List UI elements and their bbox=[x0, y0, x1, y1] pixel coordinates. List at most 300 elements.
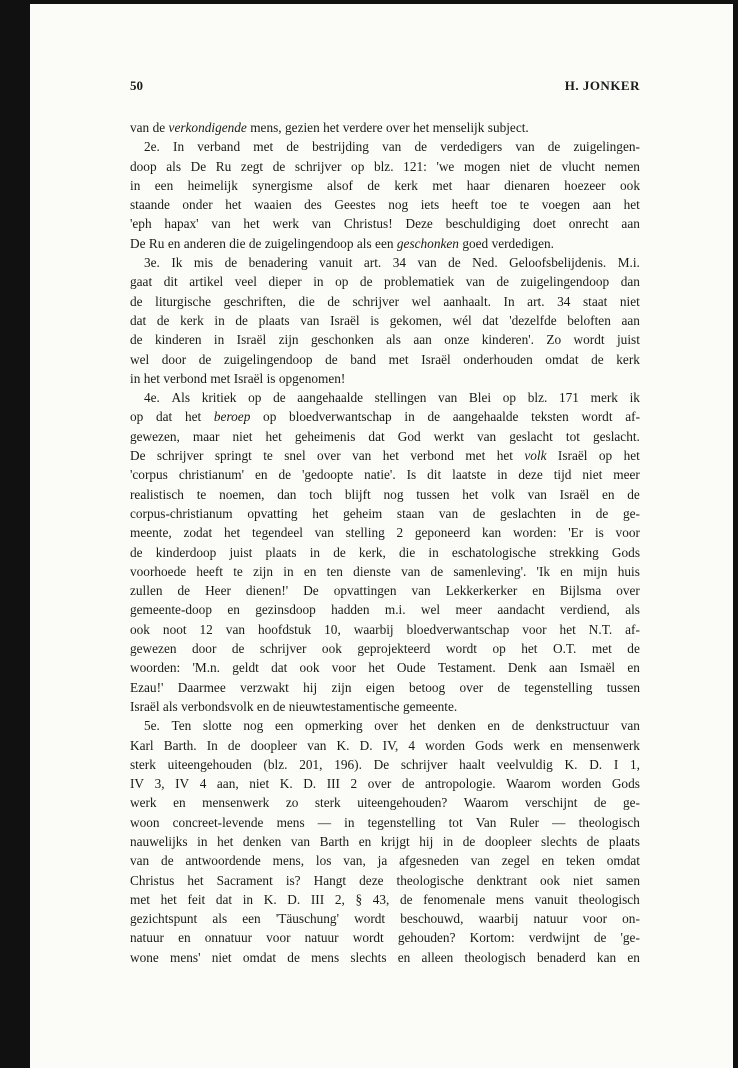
word: benaderd bbox=[536, 949, 586, 965]
word: hadden bbox=[331, 602, 370, 618]
word: worden: bbox=[512, 525, 557, 541]
word: nemen bbox=[604, 158, 640, 174]
word: volk bbox=[491, 486, 515, 502]
word: de bbox=[400, 891, 413, 907]
word: Zo bbox=[546, 332, 562, 348]
word: het bbox=[559, 621, 576, 637]
word: de bbox=[156, 312, 170, 328]
word: van bbox=[515, 139, 535, 155]
word: antwoordende bbox=[185, 853, 261, 869]
word: vanuit bbox=[319, 255, 353, 271]
word: ook bbox=[620, 177, 640, 193]
text-line bbox=[130, 736, 640, 755]
word: de bbox=[130, 332, 143, 348]
word: op bbox=[502, 390, 517, 406]
word: over bbox=[317, 448, 341, 464]
word: kritiek bbox=[201, 390, 237, 406]
word: die bbox=[229, 235, 246, 251]
word: De bbox=[130, 235, 146, 251]
word: zuigelingendoop bbox=[520, 274, 610, 290]
word: woorden: bbox=[130, 660, 181, 676]
word: is? bbox=[285, 872, 301, 888]
word: IV bbox=[130, 776, 145, 792]
word: onze bbox=[444, 332, 470, 348]
word: vanuit bbox=[534, 891, 568, 907]
word: sterk bbox=[314, 795, 341, 811]
word: de bbox=[235, 312, 248, 328]
word: Ismaël bbox=[579, 660, 616, 676]
word: Van bbox=[475, 814, 497, 830]
word: van bbox=[401, 563, 421, 579]
word: de bbox=[333, 544, 346, 560]
word: maar bbox=[192, 428, 220, 444]
word: geheim bbox=[343, 505, 383, 521]
word: doopleer bbox=[250, 737, 298, 753]
word: het bbox=[265, 428, 282, 444]
word: mogen bbox=[463, 158, 501, 174]
word: verzwakt bbox=[240, 679, 289, 695]
word: onrecht bbox=[568, 216, 609, 232]
word: geslacht. bbox=[592, 428, 640, 444]
text-line bbox=[130, 813, 640, 832]
word: verdiend, bbox=[559, 602, 610, 618]
word: een bbox=[375, 235, 394, 251]
word: betoog bbox=[408, 679, 446, 695]
word: m.i. bbox=[384, 602, 406, 618]
word: Ezau!' bbox=[130, 679, 164, 695]
word: veel bbox=[234, 274, 257, 290]
word: de bbox=[448, 255, 461, 271]
word: eigen bbox=[365, 679, 395, 695]
word: meente, bbox=[130, 525, 172, 541]
running-head: H. JONKER bbox=[564, 78, 640, 93]
word: theologische bbox=[396, 872, 464, 888]
word: dienste bbox=[353, 563, 391, 579]
word: aan bbox=[413, 332, 432, 348]
word: realistisch bbox=[130, 486, 184, 502]
text-line bbox=[130, 292, 640, 311]
word: 10, bbox=[324, 621, 341, 637]
word: verkondigende bbox=[168, 120, 247, 135]
word: voegen bbox=[541, 197, 581, 213]
word: goed bbox=[462, 235, 489, 251]
word: schrijver bbox=[400, 756, 448, 772]
word: beloften bbox=[567, 312, 611, 328]
word: 1, bbox=[630, 756, 640, 772]
word: dat bbox=[368, 428, 385, 444]
word: De bbox=[303, 583, 319, 599]
word: wel bbox=[130, 351, 150, 367]
word: omdat bbox=[545, 351, 579, 367]
word: noemen, bbox=[219, 486, 265, 502]
word: af- bbox=[625, 409, 640, 425]
word: Lekkerkerker bbox=[445, 583, 518, 599]
word: art. bbox=[363, 255, 382, 271]
word: alsof bbox=[327, 177, 353, 193]
word: Gods bbox=[475, 737, 504, 753]
word: aandacht bbox=[497, 602, 545, 618]
word: huis bbox=[617, 563, 640, 579]
word: zijn bbox=[331, 679, 352, 695]
text-line bbox=[130, 600, 640, 619]
word: in bbox=[214, 312, 225, 328]
word: heeft bbox=[451, 197, 479, 213]
word: kinderen'. bbox=[481, 332, 534, 348]
word: de bbox=[430, 563, 444, 579]
word: nog bbox=[383, 486, 404, 502]
word: de bbox=[227, 737, 241, 753]
word: Geloofsbelijdenis. bbox=[509, 255, 607, 271]
word: denken bbox=[437, 718, 476, 734]
word: zuigelingen- bbox=[573, 139, 640, 155]
word: niet bbox=[211, 949, 232, 965]
text-line bbox=[130, 620, 640, 639]
word: geldt bbox=[232, 660, 259, 676]
text-line bbox=[130, 272, 640, 291]
text-line bbox=[130, 639, 640, 658]
word: het bbox=[623, 197, 640, 213]
word: natuur bbox=[304, 930, 339, 946]
word: haar bbox=[466, 177, 490, 193]
word: het bbox=[462, 486, 479, 502]
word: gezien bbox=[285, 120, 320, 135]
word: werk bbox=[272, 216, 300, 232]
word: Israël bbox=[330, 312, 360, 328]
word: onnatuur bbox=[204, 930, 253, 946]
word: het bbox=[143, 370, 160, 386]
word: Israël bbox=[236, 332, 267, 348]
word: op bbox=[492, 641, 506, 657]
word: en bbox=[303, 563, 317, 579]
word: aan, bbox=[216, 776, 239, 792]
word: corpus-christianum bbox=[130, 505, 233, 521]
word: slotte bbox=[202, 718, 232, 734]
word: geschonken bbox=[396, 235, 459, 251]
word: ook bbox=[299, 660, 320, 676]
word: — bbox=[552, 814, 566, 830]
word: af- bbox=[625, 621, 640, 637]
word: de bbox=[462, 833, 476, 849]
word: op bbox=[248, 390, 262, 406]
word: Sacrament bbox=[216, 872, 273, 888]
word: de bbox=[496, 274, 509, 290]
word: bloedverwantschap bbox=[406, 621, 510, 637]
text-line bbox=[130, 562, 640, 581]
word: woon bbox=[130, 814, 160, 830]
word: In bbox=[503, 293, 515, 309]
word: gaat bbox=[130, 274, 153, 290]
word: de bbox=[593, 795, 607, 811]
word: van, bbox=[343, 853, 366, 869]
text-line bbox=[130, 890, 640, 909]
word: als bbox=[212, 911, 228, 927]
text-line bbox=[130, 214, 640, 233]
word: deze bbox=[359, 872, 384, 888]
word: en bbox=[601, 486, 615, 502]
word: en bbox=[560, 563, 573, 579]
text-line bbox=[130, 369, 640, 388]
word: staan bbox=[396, 505, 425, 521]
word: blijft bbox=[344, 486, 371, 502]
word: opmerking bbox=[305, 718, 363, 734]
word: de bbox=[286, 139, 299, 155]
word: waarbij bbox=[478, 911, 519, 927]
word: werk bbox=[130, 795, 157, 811]
word: het bbox=[368, 660, 385, 676]
word: geheimenis bbox=[294, 428, 356, 444]
word: dat bbox=[271, 660, 288, 676]
word: wél bbox=[452, 312, 472, 328]
word: natie'. bbox=[364, 467, 396, 483]
word: des bbox=[304, 197, 322, 213]
word: aan bbox=[548, 660, 568, 676]
word: van bbox=[130, 853, 150, 869]
word: menselijk bbox=[432, 120, 485, 135]
word: K. bbox=[564, 756, 578, 772]
word: het bbox=[312, 505, 329, 521]
word: denktrant bbox=[476, 872, 528, 888]
word: (blz. bbox=[263, 756, 288, 772]
word: voorhoede bbox=[130, 563, 187, 579]
word: verbond bbox=[410, 448, 454, 464]
word: theologisch bbox=[578, 814, 640, 830]
word: met bbox=[465, 448, 486, 464]
word: worden bbox=[561, 776, 602, 792]
word: blz. bbox=[373, 158, 394, 174]
text-line bbox=[130, 755, 640, 774]
word: Christus! bbox=[343, 216, 393, 232]
word: de bbox=[593, 930, 607, 946]
word: en bbox=[487, 718, 501, 734]
word: zijn bbox=[278, 332, 299, 348]
word: mens bbox=[495, 891, 524, 907]
word: voor bbox=[522, 621, 547, 637]
word: de bbox=[130, 293, 143, 309]
word: is bbox=[266, 370, 276, 386]
word: en bbox=[254, 467, 268, 483]
word: Daarmee bbox=[177, 679, 226, 695]
word: en bbox=[227, 602, 240, 618]
word: een bbox=[154, 177, 174, 193]
text-line bbox=[130, 928, 640, 947]
word: ook bbox=[540, 872, 560, 888]
word: zuigelingendoop bbox=[264, 235, 354, 251]
word: de bbox=[359, 274, 373, 290]
word: samenleving'. bbox=[453, 563, 527, 579]
word: een bbox=[242, 911, 261, 927]
word: dat bbox=[482, 312, 499, 328]
word: de bbox=[472, 505, 486, 521]
word: meer bbox=[455, 602, 483, 618]
word: gezinsdoop bbox=[255, 602, 316, 618]
word: K. bbox=[279, 776, 293, 792]
word: te bbox=[263, 448, 273, 464]
word: als bbox=[166, 158, 181, 174]
word: tijd bbox=[553, 467, 572, 483]
word: van bbox=[438, 390, 458, 406]
word: dan bbox=[277, 486, 297, 502]
word: tegenstelling bbox=[524, 679, 593, 695]
word: gezichtspunt bbox=[130, 911, 198, 927]
word: niet bbox=[509, 158, 530, 174]
word: merk bbox=[590, 390, 618, 406]
word: de bbox=[427, 409, 441, 425]
word: in bbox=[283, 563, 294, 579]
word: aan bbox=[621, 312, 640, 328]
text-line bbox=[130, 157, 640, 176]
word: geschriften, bbox=[223, 293, 286, 309]
word: verbondsvolk bbox=[181, 698, 254, 714]
word: beroep bbox=[213, 409, 251, 425]
word: van bbox=[130, 120, 150, 135]
word: 2, bbox=[334, 891, 345, 907]
word: de bbox=[177, 583, 191, 599]
word: mens bbox=[311, 949, 340, 965]
word: geschonken bbox=[310, 332, 374, 348]
word: Geestes bbox=[334, 197, 376, 213]
word: voor bbox=[582, 911, 608, 927]
word: bestrijding bbox=[312, 139, 369, 155]
word: toch bbox=[309, 486, 333, 502]
word: geslacht bbox=[509, 428, 553, 444]
word: artikel bbox=[189, 274, 224, 290]
text-line bbox=[130, 446, 640, 465]
word: wordt bbox=[445, 641, 477, 657]
word: kerk, bbox=[358, 544, 386, 560]
word: D. bbox=[287, 891, 301, 907]
word: en bbox=[358, 833, 372, 849]
word: in bbox=[344, 814, 355, 830]
word: mensenwerk bbox=[572, 737, 640, 753]
word: Ned. bbox=[472, 255, 498, 271]
word: zegel bbox=[501, 853, 530, 869]
page-header bbox=[130, 78, 640, 94]
word: geslachten bbox=[499, 505, 557, 521]
word: en bbox=[550, 737, 563, 753]
word: van bbox=[311, 216, 332, 232]
word: het bbox=[323, 120, 340, 135]
word: vlucht bbox=[561, 158, 595, 174]
word: ja bbox=[377, 853, 388, 869]
word: Bijlsma bbox=[559, 583, 602, 599]
word: in bbox=[428, 544, 439, 560]
word: over bbox=[367, 776, 392, 792]
text-line bbox=[130, 909, 640, 928]
word: aan bbox=[621, 216, 640, 232]
word: te bbox=[519, 197, 530, 213]
word: geprojekteerd bbox=[357, 641, 431, 657]
word: niet bbox=[232, 428, 253, 444]
word: Testament. bbox=[437, 660, 496, 676]
text-line bbox=[130, 118, 640, 137]
word: juist bbox=[616, 332, 640, 348]
word: ge- bbox=[622, 795, 640, 811]
word: Israël bbox=[233, 370, 264, 386]
word: op bbox=[130, 409, 144, 425]
word: de bbox=[231, 641, 245, 657]
word: niet bbox=[582, 467, 603, 483]
word: 'M.n. bbox=[192, 660, 220, 676]
text-line bbox=[130, 311, 640, 330]
word: plaats bbox=[258, 312, 290, 328]
word: nauwelijks bbox=[130, 833, 188, 849]
word: Christus bbox=[130, 872, 175, 888]
word: snel bbox=[284, 448, 306, 464]
word: heeft bbox=[196, 563, 223, 579]
word: meer bbox=[613, 467, 640, 483]
word: een bbox=[274, 718, 294, 734]
word: gewezen bbox=[130, 641, 177, 657]
word: hapax' bbox=[164, 216, 199, 232]
word: Ik bbox=[171, 255, 183, 271]
word: tot bbox=[448, 814, 463, 830]
word: natuur bbox=[533, 911, 568, 927]
word: en bbox=[167, 235, 181, 251]
word: het bbox=[382, 448, 399, 464]
word: schrijver bbox=[294, 158, 342, 174]
text-line bbox=[130, 427, 640, 446]
word: de bbox=[161, 853, 174, 869]
word: iets bbox=[420, 197, 440, 213]
word: 'gedoopte bbox=[301, 467, 354, 483]
word: van bbox=[470, 853, 490, 869]
text-line bbox=[130, 465, 640, 484]
word: haalt bbox=[459, 756, 485, 772]
word: het bbox=[521, 641, 538, 657]
word: en bbox=[627, 949, 640, 965]
word: juist bbox=[229, 544, 253, 560]
scan-border-left bbox=[0, 0, 30, 1068]
word: krijgt bbox=[380, 833, 410, 849]
word: — bbox=[317, 814, 332, 830]
word: van bbox=[290, 833, 311, 849]
word: Deze bbox=[405, 216, 433, 232]
word: zullen bbox=[130, 583, 163, 599]
word: mens, bbox=[250, 120, 282, 135]
word: Is bbox=[406, 467, 417, 483]
word: Ruler bbox=[509, 814, 540, 830]
word: de bbox=[367, 177, 380, 193]
word: in bbox=[442, 833, 454, 849]
text-line bbox=[130, 793, 640, 812]
word: de bbox=[152, 120, 166, 135]
word: Ru bbox=[148, 235, 165, 251]
word: christianum' bbox=[178, 467, 244, 483]
word: is bbox=[594, 525, 604, 541]
word: plaats bbox=[265, 544, 297, 560]
text-line bbox=[130, 485, 640, 504]
word: kerk bbox=[616, 351, 640, 367]
word: theologisch bbox=[464, 949, 526, 965]
word: zuigelingendoop bbox=[223, 351, 313, 367]
word: 'eph bbox=[130, 216, 152, 232]
word: mens, bbox=[272, 853, 305, 869]
word: en bbox=[541, 853, 555, 869]
word: op bbox=[351, 158, 365, 174]
word: schrijver bbox=[352, 293, 400, 309]
word: het bbox=[413, 120, 430, 135]
word: door bbox=[161, 351, 187, 367]
word: werkt bbox=[433, 428, 464, 444]
word: wordt bbox=[352, 930, 384, 946]
text-line bbox=[130, 697, 640, 716]
word: 'Ik bbox=[536, 563, 551, 579]
word: verdere bbox=[342, 120, 383, 135]
word: kinderen bbox=[154, 332, 202, 348]
word: met bbox=[388, 351, 409, 367]
word: het bbox=[187, 872, 204, 888]
word: omdat bbox=[242, 949, 277, 965]
